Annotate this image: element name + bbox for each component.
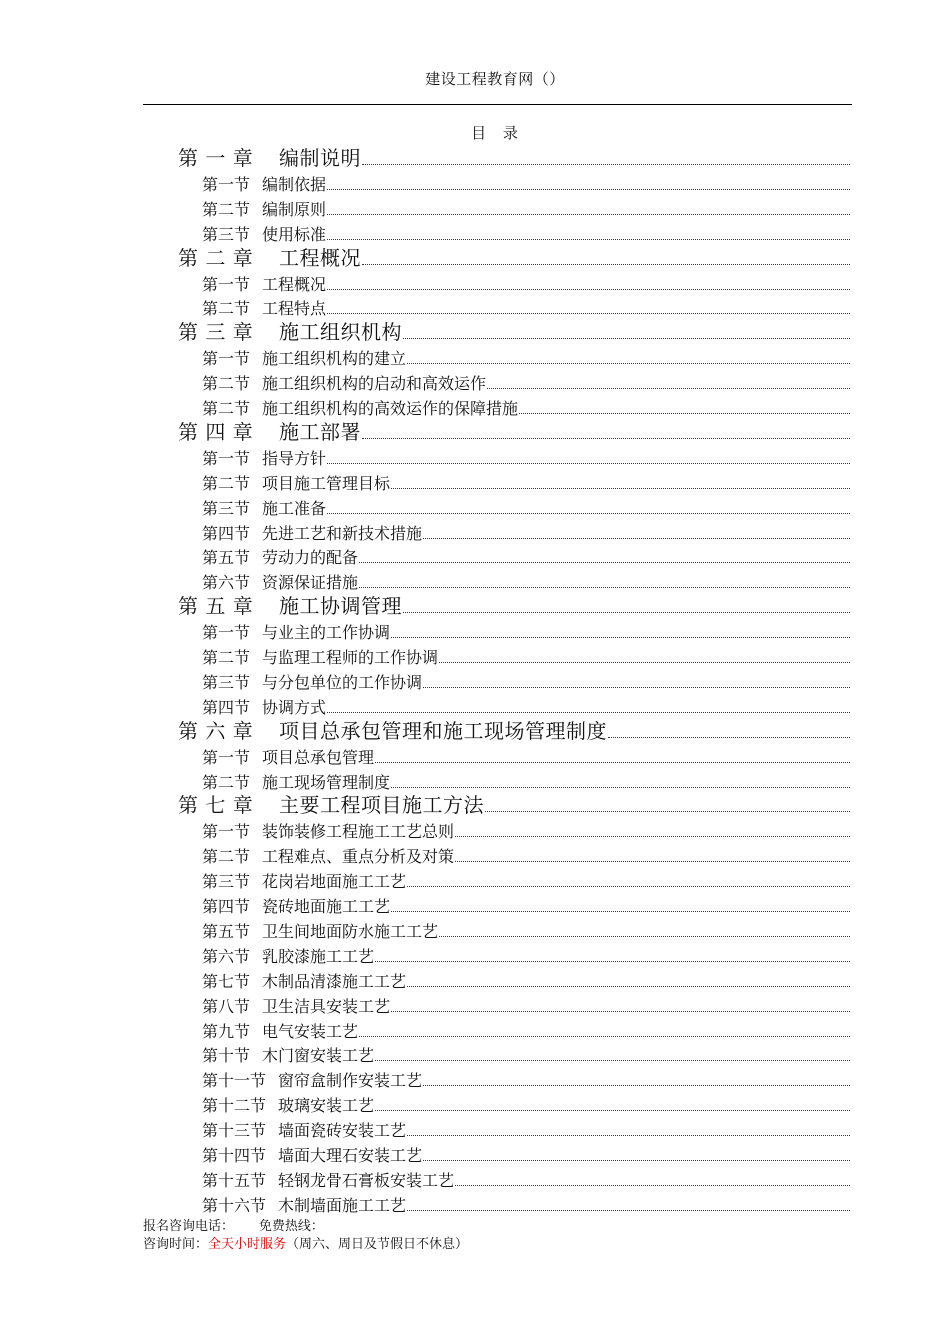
toc-entry-label xyxy=(202,824,454,840)
toc-entry-number: 第二节 xyxy=(202,847,251,867)
header-divider xyxy=(143,104,852,105)
toc-chapter-entry[interactable] xyxy=(0,592,850,619)
toc-entry-label xyxy=(202,849,454,865)
toc-entry-number: 第十六节 xyxy=(202,1195,267,1215)
toc-entry-title: 卫生间地面防水施工工艺 xyxy=(262,921,439,941)
toc-dot-leader xyxy=(423,687,850,688)
toc-dot-leader xyxy=(359,587,850,588)
toc-entry-label xyxy=(178,419,361,444)
toc-entry-label xyxy=(202,946,375,966)
toc-entry-number: 第一节 xyxy=(202,174,251,194)
toc-dot-leader xyxy=(391,637,850,638)
toc-entry-number: 第三节 xyxy=(202,498,251,518)
toc-dot-leader xyxy=(487,388,850,389)
toc-entry-title: 项目总承包管理 xyxy=(262,747,375,767)
toc-chapter-entry[interactable] xyxy=(0,318,850,345)
toc-entry-number: 第六节 xyxy=(202,946,251,966)
toc-entry-number: 第二节 xyxy=(202,648,251,667)
toc-entry-number: 第一节 xyxy=(202,349,251,369)
toc-entry-number: 第 七 章 xyxy=(178,793,254,818)
header-title: 建设工程教育网（） xyxy=(425,70,565,88)
toc-entry-title: 协调方式 xyxy=(262,697,327,717)
toc-entry-title: 玻璃安装工艺 xyxy=(278,1096,375,1116)
toc-dot-leader xyxy=(403,612,850,613)
toc-dot-leader xyxy=(391,911,850,912)
toc-section-entry[interactable] xyxy=(0,393,850,417)
toc-dot-leader xyxy=(327,289,850,290)
toc-entry-number: 第十一节 xyxy=(202,1071,267,1091)
toc-entry-label xyxy=(202,921,439,941)
toc-dot-leader xyxy=(359,562,850,563)
toc-entry-number: 第十四节 xyxy=(202,1146,267,1165)
toc-entry-label xyxy=(202,199,327,219)
toc-entry-label xyxy=(202,996,391,1016)
toc-entry-title: 与业主的工作协调 xyxy=(262,623,391,643)
toc-chapter-entry[interactable] xyxy=(0,244,850,268)
toc-dot-leader xyxy=(519,413,850,414)
toc-entry-label xyxy=(202,1148,422,1164)
toc-entry-number: 第 四 章 xyxy=(178,419,254,444)
toc-entry-label xyxy=(202,498,327,518)
toc-entry-title: 施工组织机构 xyxy=(279,320,402,345)
toc-dot-leader xyxy=(362,264,850,265)
toc-entry-label xyxy=(202,1195,407,1215)
toc-dot-leader xyxy=(455,861,850,862)
hours-label: 咨询时间： xyxy=(143,1237,209,1252)
toc-entry-number: 第二节 xyxy=(202,772,251,792)
page-footer xyxy=(143,1218,468,1254)
toc-entry-number: 第四节 xyxy=(202,897,251,916)
toc-entry-title: 装饰装修工程施工工艺总则 xyxy=(262,822,455,842)
toc-section-entry[interactable] xyxy=(0,443,850,467)
toc-entry-title: 施工组织机构的高效运作的保障措施 xyxy=(262,399,519,418)
toc-entry-number: 第一节 xyxy=(202,274,251,294)
toc-dot-leader xyxy=(407,886,850,887)
toc-title: 目 录 xyxy=(471,124,524,142)
toc-entry-title: 施工部署 xyxy=(279,419,361,444)
toc-entry-label xyxy=(178,245,361,270)
toc-dot-leader xyxy=(423,1085,850,1086)
toc-entry-label xyxy=(202,650,438,666)
toc-entry-title: 花岗岩地面施工工艺 xyxy=(262,872,407,892)
hours-note: （周六、周日及节假日不休息） xyxy=(286,1237,469,1252)
toc-entry-title: 指导方针 xyxy=(262,448,327,468)
toc-section-entry[interactable] xyxy=(0,1165,850,1189)
toc-dot-leader xyxy=(327,214,850,215)
toc-entry-label xyxy=(202,376,486,392)
toc-entry-title: 墙面瓷砖安装工艺 xyxy=(278,1121,407,1141)
toc-entry-number: 第四节 xyxy=(202,697,251,717)
toc-section-entry[interactable] xyxy=(0,293,850,317)
toc-chapter-entry[interactable] xyxy=(0,791,850,818)
toc-dot-leader xyxy=(327,712,850,713)
toc-entry-label xyxy=(202,1098,374,1114)
toc-entry-label xyxy=(202,401,518,417)
footer-phone-line xyxy=(143,1218,468,1236)
toc-entry-number: 第二节 xyxy=(202,199,251,219)
toc-entry-title: 与分包单位的工作协调 xyxy=(262,672,423,692)
toc-dot-leader xyxy=(455,1185,850,1186)
toc-dot-leader xyxy=(327,313,850,314)
toc-entry-title: 电气安装工艺 xyxy=(262,1021,359,1041)
toc-entry-title: 瓷砖地面施工工艺 xyxy=(262,897,391,916)
toc-entry-title: 卫生洁具安装工艺 xyxy=(262,996,391,1016)
toc-entry-number: 第五节 xyxy=(202,548,251,568)
toc-entry-title: 施工组织机构的启动和高效运作 xyxy=(262,374,487,394)
toc-section-entry[interactable] xyxy=(0,542,850,566)
toc-entry-title: 编制说明 xyxy=(279,146,361,170)
toc-entry-title: 工程难点、重点分析及对策 xyxy=(262,847,455,867)
hours-highlight: 全天小时服务 xyxy=(208,1237,287,1252)
toc-dot-leader xyxy=(375,1110,850,1111)
toc-entry-number: 第一节 xyxy=(202,822,251,842)
toc-entry-title: 工程概况 xyxy=(262,274,327,294)
toc-entry-number: 第 三 章 xyxy=(178,320,254,345)
toc-entry-number: 第二节 xyxy=(202,399,251,418)
toc-entry-label xyxy=(202,575,358,591)
toc-dot-leader xyxy=(423,1160,850,1161)
toc-chapter-entry[interactable] xyxy=(0,717,850,741)
toc-entry-number: 第九节 xyxy=(202,1021,251,1041)
toc-entry-label xyxy=(202,625,390,641)
toc-dot-leader xyxy=(455,836,850,837)
toc-section-entry[interactable] xyxy=(0,891,850,915)
toc-entry-label xyxy=(202,1073,422,1089)
toc-entry-number: 第八节 xyxy=(202,996,251,1016)
toc-section-entry[interactable] xyxy=(0,742,850,766)
toc-section-entry[interactable] xyxy=(0,1190,850,1214)
toc-entry-label xyxy=(202,697,327,717)
toc-entry-title: 编制依据 xyxy=(262,174,327,194)
toc-entry-number: 第四节 xyxy=(202,523,251,543)
toc-entry-number: 第二节 xyxy=(202,473,251,493)
toc-entry-label xyxy=(202,473,391,493)
toc-section-entry[interactable] xyxy=(0,567,850,591)
toc-entry-title: 木制墙面施工工艺 xyxy=(278,1195,407,1215)
toc-dot-leader xyxy=(327,513,850,514)
toc-entry-number: 第五节 xyxy=(202,921,251,941)
toc-dot-leader xyxy=(423,538,850,539)
toc-entry-title: 资源保证措施 xyxy=(262,573,359,593)
toc-entry-number: 第十节 xyxy=(202,1046,251,1066)
toc-entry-label xyxy=(178,793,484,818)
toc-entry-number: 第二节 xyxy=(202,299,251,319)
toc-entry-title: 轻钢龙骨石膏板安装工艺 xyxy=(278,1170,455,1190)
toc-entry-title: 编制原则 xyxy=(262,199,327,219)
toc-entry-title: 工程概况 xyxy=(279,245,361,270)
toc-entry-title: 先进工艺和新技术措施 xyxy=(262,523,423,543)
toc-entry-number: 第一节 xyxy=(202,448,251,468)
toc-section-entry[interactable] xyxy=(0,617,850,641)
toc-chapter-entry[interactable] xyxy=(0,144,850,168)
hotline-label: 免费热线： xyxy=(258,1219,324,1234)
toc-entry-label xyxy=(202,874,406,890)
toc-entry-title: 墙面大理石安装工艺 xyxy=(278,1146,423,1165)
toc-section-entry[interactable] xyxy=(0,816,850,840)
toc-entry-number: 第三节 xyxy=(202,224,251,244)
toc-entry-title: 使用标准 xyxy=(262,224,327,244)
toc-section-entry[interactable] xyxy=(0,966,850,990)
toc-section-entry[interactable] xyxy=(0,1040,850,1064)
toc-entry-number: 第 五 章 xyxy=(178,594,254,619)
toc-entry-label xyxy=(202,550,358,566)
toc-entry-label xyxy=(202,772,391,792)
toc-entry-title: 项目总承包管理和施工现场管理制度 xyxy=(279,718,607,743)
toc-dot-leader xyxy=(391,488,850,489)
toc-entry-number: 第三节 xyxy=(202,672,251,692)
toc-entry-number: 第一节 xyxy=(202,623,251,643)
toc-entry-label xyxy=(202,224,327,244)
toc-dot-leader xyxy=(407,1135,850,1136)
toc-dot-leader xyxy=(485,811,850,812)
toc-section-entry[interactable] xyxy=(0,1016,850,1040)
toc-dot-leader xyxy=(608,737,850,738)
toc-entry-label xyxy=(202,1170,455,1190)
toc-entry-number: 第 六 章 xyxy=(178,718,254,743)
toc-dot-leader xyxy=(327,463,850,464)
toc-dot-leader xyxy=(375,762,850,763)
toc-section-entry[interactable] xyxy=(0,493,850,517)
toc-dot-leader xyxy=(359,1036,850,1037)
toc-entry-title: 劳动力的配备 xyxy=(262,548,359,568)
toc-entry-number: 第七节 xyxy=(202,971,251,991)
toc-dot-leader xyxy=(439,662,850,663)
toc-dot-leader xyxy=(375,1060,850,1061)
toc-dot-leader xyxy=(391,787,850,788)
toc-dot-leader xyxy=(362,164,850,165)
toc-entry-label xyxy=(202,174,327,194)
toc-entry-number: 第三节 xyxy=(202,872,251,892)
toc-entry-label xyxy=(178,320,402,345)
toc-section-entry[interactable] xyxy=(0,169,850,193)
toc-section-entry[interactable] xyxy=(0,667,850,691)
toc-entry-label xyxy=(202,274,327,294)
toc-entry-number: 第十三节 xyxy=(202,1121,267,1141)
toc-entry-label xyxy=(202,301,326,317)
toc-dot-leader xyxy=(327,189,850,190)
toc-entry-title: 木制品清漆施工工艺 xyxy=(262,971,407,991)
toc-entry-title: 与监理工程师的工作协调 xyxy=(262,648,439,667)
toc-dot-leader xyxy=(407,363,850,364)
toc-entry-label xyxy=(202,523,423,543)
toc-entry-label xyxy=(202,1048,374,1064)
toc-entry-label xyxy=(178,148,361,168)
toc-entry-label xyxy=(178,718,607,743)
toc-dot-leader xyxy=(375,961,850,962)
toc-section-entry[interactable] xyxy=(0,1140,850,1164)
toc-entry-label xyxy=(202,351,406,367)
toc-section-entry[interactable] xyxy=(0,991,850,1015)
toc-entry-label xyxy=(202,672,423,692)
toc-section-entry[interactable] xyxy=(0,343,850,367)
toc-section-entry[interactable] xyxy=(0,269,850,293)
toc-entry-label xyxy=(178,594,402,619)
toc-dot-leader xyxy=(407,1210,850,1211)
toc-section-entry[interactable] xyxy=(0,841,850,865)
toc-entry-title: 施工协调管理 xyxy=(279,594,402,619)
toc-section-entry[interactable] xyxy=(0,642,850,666)
toc-dot-leader xyxy=(403,338,850,339)
toc-entry-label xyxy=(202,747,375,767)
toc-entry-title: 主要工程项目施工方法 xyxy=(279,793,484,818)
toc-entry-number: 第十二节 xyxy=(202,1096,267,1116)
toc-section-entry[interactable] xyxy=(0,518,850,542)
toc-entry-number: 第十五节 xyxy=(202,1170,267,1190)
toc-dot-leader xyxy=(439,936,850,937)
toc-entry-title: 窗帘盒制作安装工艺 xyxy=(278,1071,423,1091)
toc-section-entry[interactable] xyxy=(0,916,850,940)
toc-chapter-entry[interactable] xyxy=(0,418,850,442)
toc-section-entry[interactable] xyxy=(0,1065,850,1089)
toc-entry-label xyxy=(202,1021,359,1041)
toc-entry-title: 木门窗安装工艺 xyxy=(262,1046,375,1066)
toc-entry-title: 项目施工管理目标 xyxy=(262,473,391,493)
toc-entry-number: 第 一 章 xyxy=(178,146,254,170)
toc-section-entry[interactable] xyxy=(0,368,850,392)
toc-dot-leader xyxy=(391,1011,850,1012)
toc-entry-title: 施工组织机构的建立 xyxy=(262,349,407,369)
toc-entry-title: 工程特点 xyxy=(262,299,327,319)
toc-entry-number: 第一节 xyxy=(202,747,251,767)
toc-entry-number: 第二节 xyxy=(202,374,251,394)
toc-section-entry[interactable] xyxy=(0,941,850,965)
toc-section-entry[interactable] xyxy=(0,468,850,492)
toc-entry-title: 施工现场管理制度 xyxy=(262,772,391,792)
toc-section-entry[interactable] xyxy=(0,692,850,716)
toc-dot-leader xyxy=(327,239,850,240)
toc-entry-label xyxy=(202,971,407,991)
toc-entry-label xyxy=(202,448,327,468)
toc-entry-number: 第 二 章 xyxy=(178,245,254,270)
phone-label: 报名咨询电话： xyxy=(143,1219,235,1234)
toc-dot-leader xyxy=(362,438,850,439)
toc-entry-label xyxy=(202,1123,406,1139)
toc-section-entry[interactable] xyxy=(0,767,850,791)
toc-entry-title: 乳胶漆施工工艺 xyxy=(262,946,375,966)
toc-section-entry[interactable] xyxy=(0,219,850,243)
toc-section-entry[interactable] xyxy=(0,194,850,218)
toc-section-entry[interactable] xyxy=(0,1090,850,1114)
toc-section-entry[interactable] xyxy=(0,866,850,890)
toc-dot-leader xyxy=(407,986,850,987)
footer-hours-line xyxy=(143,1236,468,1254)
toc-entry-title: 施工准备 xyxy=(262,498,327,518)
toc-entry-number: 第六节 xyxy=(202,573,251,593)
toc-entry-label xyxy=(202,899,390,915)
toc-section-entry[interactable] xyxy=(0,1115,850,1139)
